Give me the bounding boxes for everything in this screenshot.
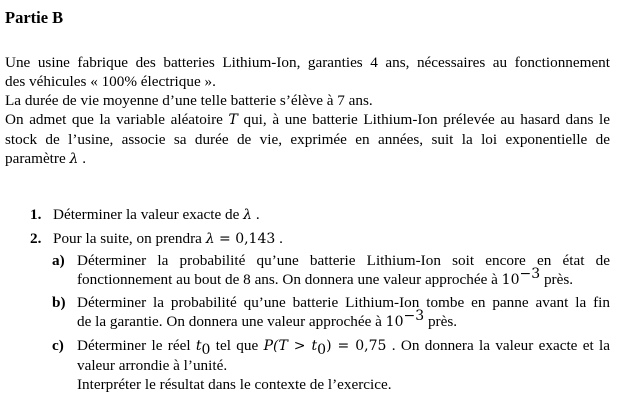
- question-2c: Déterminer le réel $t_0$ tel que $P(T > t_0) = 0,75$ . On donnera la valeur exacte et la valeur arrondie à l’unité. Interpréter le résultat dans le contexte de l’exercice.: [77, 337, 611, 393]
- variable-t: T: [228, 112, 238, 128]
- question-2-number: 2.: [30, 230, 42, 247]
- variable-lambda: λ: [69, 151, 79, 167]
- intro-line-6: paramètre λ .: [5, 150, 86, 167]
- question-2c-letter: c): [52, 337, 64, 354]
- intro-line-3: La durée de vie moyenne d’une telle batterie s’élève à 7 ans.: [5, 92, 373, 109]
- intro-line-2: des véhicules « 100% électrique ».: [5, 73, 216, 90]
- question-2: Pour la suite, on prendra λ = 0,143 .: [53, 230, 283, 247]
- intro-line-4: On admet que la variable aléatoire T qui, à une batterie Lithium-Ion prélevée au hasard dans le: [5, 111, 610, 128]
- question-2b-letter: b): [52, 294, 66, 311]
- question-2a: Déterminer la probabilité qu’une batterie Lithium-Ion soit encore en état de fonctionnement au bout de 8 ans. On donnera une valeur approchée à $10^{-3}$ près.: [77, 252, 610, 288]
- intro-line-5: stock de l’usine, associe sa durée de vie, exprimée en années, suit la loi exponentielle de: [5, 131, 610, 148]
- question-2b: Déterminer la probabilité qu’une batterie Lithium-Ion tombe en panne avant la fin de la garantie. On donnera une valeur approchée à $10^{-3}$ près.: [77, 294, 610, 330]
- intro-line-1: Une usine fabrique des batteries Lithium-Ion, garanties 4 ans, nécessaires au fonctionnement: [5, 54, 610, 71]
- question-1: Déterminer la valeur exacte de λ .: [53, 206, 260, 223]
- question-1-number: 1.: [30, 206, 42, 223]
- section-title: Partie B: [5, 8, 64, 27]
- intro-paragraph: [5, 53, 610, 169]
- question-2a-letter: a): [52, 252, 65, 269]
